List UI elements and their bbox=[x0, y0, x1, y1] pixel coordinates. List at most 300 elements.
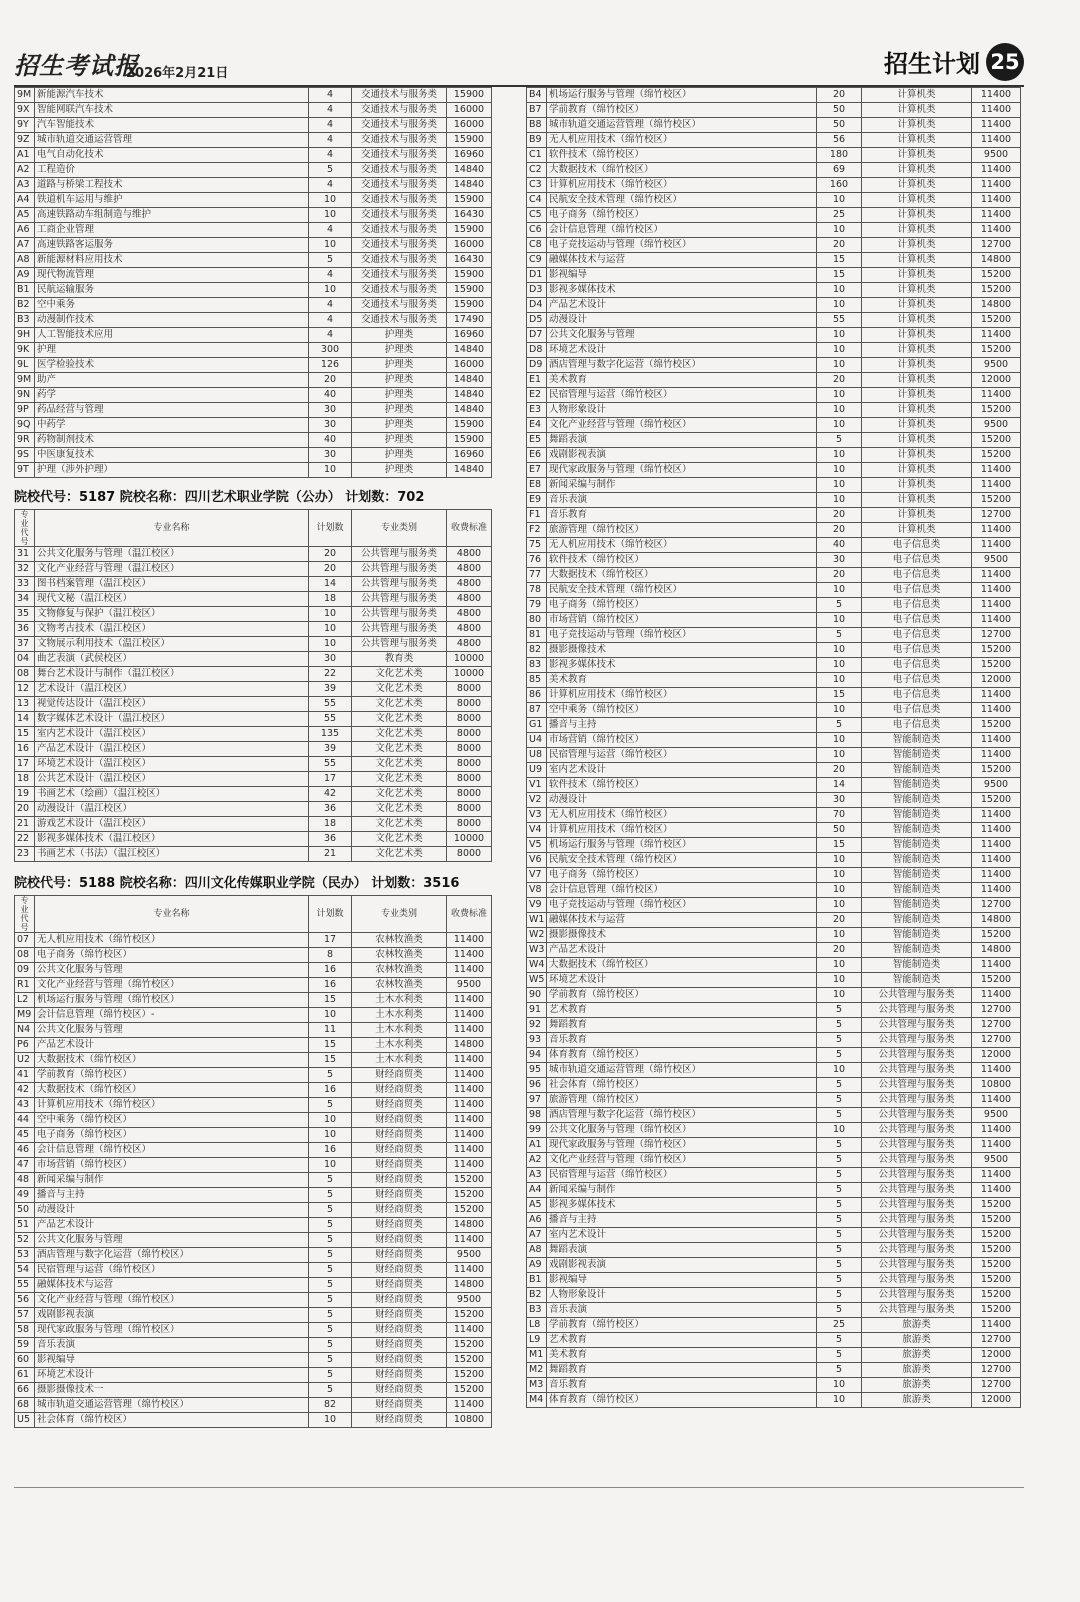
tuition-fee: 11400 bbox=[972, 523, 1021, 538]
major-category: 公共管理与服务类 bbox=[352, 607, 447, 622]
table-row bbox=[527, 1288, 1021, 1303]
major-name: 城市轨道交通运营管理（绵竹校区） bbox=[547, 118, 817, 133]
major-category: 财经商贸类 bbox=[352, 1218, 447, 1233]
major-code: W1 bbox=[527, 913, 547, 928]
major-name: 文化产业经营与管理（绵竹校区） bbox=[547, 418, 817, 433]
plan-count: 10 bbox=[817, 928, 862, 943]
plan-count: 5 bbox=[817, 1243, 862, 1258]
plan-count: 30 bbox=[309, 448, 352, 463]
major-code: 21 bbox=[15, 817, 35, 832]
tuition-fee: 8000 bbox=[447, 682, 492, 697]
major-category: 财经商贸类 bbox=[352, 1413, 447, 1428]
major-category: 计算机类 bbox=[862, 448, 972, 463]
major-code: 19 bbox=[15, 787, 35, 802]
major-code: V5 bbox=[527, 838, 547, 853]
tuition-fee: 15200 bbox=[972, 343, 1021, 358]
tuition-fee: 15200 bbox=[972, 793, 1021, 808]
major-category: 财经商贸类 bbox=[352, 1398, 447, 1413]
plan-count: 14 bbox=[309, 577, 352, 592]
tuition-fee: 12700 bbox=[972, 1333, 1021, 1348]
table-row bbox=[527, 463, 1021, 478]
plan-count: 50 bbox=[817, 118, 862, 133]
major-code: 08 bbox=[15, 667, 35, 682]
tuition-fee: 15900 bbox=[447, 298, 492, 313]
major-name: 视觉传达设计（温江校区） bbox=[35, 697, 309, 712]
major-code: R1 bbox=[15, 978, 35, 993]
table-row bbox=[527, 118, 1021, 133]
major-name: 学前教育（绵竹校区） bbox=[547, 1318, 817, 1333]
plan-count: 4 bbox=[309, 298, 352, 313]
major-name: 电子商务（绵竹校区） bbox=[35, 948, 309, 963]
table-5188 bbox=[14, 895, 492, 1428]
tuition-fee: 11400 bbox=[972, 958, 1021, 973]
major-name: 民航安全技术管理（绵竹校区） bbox=[547, 583, 817, 598]
major-name: 现代家政服务与管理（绵竹校区） bbox=[547, 1138, 817, 1153]
tuition-fee: 14840 bbox=[447, 373, 492, 388]
table-row bbox=[15, 1098, 492, 1113]
major-name: 电气自动化技术 bbox=[35, 148, 309, 163]
major-code: 82 bbox=[527, 643, 547, 658]
major-category: 公共管理与服务类 bbox=[862, 1303, 972, 1318]
major-name: 市场营销（绵竹校区） bbox=[35, 1158, 309, 1173]
major-code: F1 bbox=[527, 508, 547, 523]
major-category: 财经商贸类 bbox=[352, 1368, 447, 1383]
tuition-fee: 9500 bbox=[972, 148, 1021, 163]
table-row bbox=[527, 928, 1021, 943]
major-name: 融媒体技术与运营 bbox=[547, 253, 817, 268]
major-code: A1 bbox=[15, 148, 35, 163]
major-code: 91 bbox=[527, 1003, 547, 1018]
plan-count: 20 bbox=[309, 562, 352, 577]
plan-count: 5 bbox=[817, 1168, 862, 1183]
major-category: 财经商贸类 bbox=[352, 1248, 447, 1263]
plan-count: 10 bbox=[817, 1123, 862, 1138]
tuition-fee: 8000 bbox=[447, 697, 492, 712]
tuition-fee: 4800 bbox=[447, 547, 492, 562]
major-name: 艺术教育 bbox=[547, 1003, 817, 1018]
major-code: V8 bbox=[527, 883, 547, 898]
major-category: 财经商贸类 bbox=[352, 1098, 447, 1113]
tuition-fee: 11400 bbox=[972, 538, 1021, 553]
major-category: 护理类 bbox=[352, 388, 447, 403]
major-category: 智能制造类 bbox=[862, 838, 972, 853]
table-row bbox=[15, 418, 492, 433]
major-category: 土木水利类 bbox=[352, 1053, 447, 1068]
major-category: 交通技术与服务类 bbox=[352, 163, 447, 178]
major-code: 22 bbox=[15, 832, 35, 847]
major-code: B2 bbox=[15, 298, 35, 313]
plan-count: 10 bbox=[817, 853, 862, 868]
tuition-fee: 11400 bbox=[447, 1068, 492, 1083]
tuition-fee: 14800 bbox=[447, 1218, 492, 1233]
plan-count: 135 bbox=[309, 727, 352, 742]
major-category: 智能制造类 bbox=[862, 958, 972, 973]
plan-count: 10 bbox=[817, 343, 862, 358]
major-code: 99 bbox=[527, 1123, 547, 1138]
major-code: D5 bbox=[527, 313, 547, 328]
major-code: 20 bbox=[15, 802, 35, 817]
tuition-fee: 15200 bbox=[447, 1338, 492, 1353]
tuition-fee: 15200 bbox=[972, 1273, 1021, 1288]
table-row bbox=[527, 1348, 1021, 1363]
table-row bbox=[15, 1188, 492, 1203]
major-category: 旅游类 bbox=[862, 1363, 972, 1378]
major-code: 42 bbox=[15, 1083, 35, 1098]
tuition-fee: 14840 bbox=[447, 403, 492, 418]
major-code: 37 bbox=[15, 637, 35, 652]
major-category: 财经商贸类 bbox=[352, 1338, 447, 1353]
tuition-fee: 11400 bbox=[972, 463, 1021, 478]
tuition-fee: 15200 bbox=[972, 313, 1021, 328]
plan-count: 5 bbox=[817, 1303, 862, 1318]
major-code: 57 bbox=[15, 1308, 35, 1323]
table-row bbox=[527, 1213, 1021, 1228]
major-name: 电子竞技运动与管理（绵竹校区） bbox=[547, 898, 817, 913]
plan-count: 20 bbox=[817, 568, 862, 583]
table-row bbox=[15, 133, 492, 148]
major-code: A8 bbox=[15, 253, 35, 268]
major-code: A4 bbox=[527, 1183, 547, 1198]
major-name: 体育教育（绵竹校区） bbox=[547, 1393, 817, 1408]
table-row bbox=[527, 1093, 1021, 1108]
major-code: 56 bbox=[15, 1293, 35, 1308]
major-code: 44 bbox=[15, 1113, 35, 1128]
major-code: 58 bbox=[15, 1323, 35, 1338]
major-category: 公共管理与服务类 bbox=[862, 1183, 972, 1198]
major-category: 智能制造类 bbox=[862, 913, 972, 928]
major-code: E3 bbox=[527, 403, 547, 418]
major-code: 61 bbox=[15, 1368, 35, 1383]
major-code: A3 bbox=[527, 1168, 547, 1183]
major-category: 计算机类 bbox=[862, 463, 972, 478]
plan-count: 15 bbox=[309, 1038, 352, 1053]
tuition-fee: 11400 bbox=[972, 133, 1021, 148]
tuition-fee: 10000 bbox=[447, 832, 492, 847]
major-code: D9 bbox=[527, 358, 547, 373]
plan-count: 36 bbox=[309, 832, 352, 847]
tuition-fee: 4800 bbox=[447, 577, 492, 592]
major-code: M1 bbox=[527, 1348, 547, 1363]
plan-count: 15 bbox=[817, 838, 862, 853]
major-category: 公共管理与服务类 bbox=[352, 622, 447, 637]
table-row bbox=[527, 373, 1021, 388]
column-header: 收费标准 bbox=[447, 896, 492, 933]
footer-rule bbox=[14, 1487, 1024, 1488]
tuition-fee: 14840 bbox=[447, 463, 492, 478]
major-name: 环境艺术设计 bbox=[547, 973, 817, 988]
plan-count: 5 bbox=[309, 1308, 352, 1323]
plan-count: 10 bbox=[817, 418, 862, 433]
major-category: 财经商贸类 bbox=[352, 1143, 447, 1158]
table-row bbox=[527, 853, 1021, 868]
major-name: 数字媒体艺术设计（温江校区） bbox=[35, 712, 309, 727]
tuition-fee: 11400 bbox=[972, 388, 1021, 403]
major-code: A5 bbox=[527, 1198, 547, 1213]
major-name: 摄影摄像技术一 bbox=[35, 1383, 309, 1398]
plan-count: 300 bbox=[309, 343, 352, 358]
plan-count: 5 bbox=[817, 1348, 862, 1363]
table-row bbox=[527, 898, 1021, 913]
table-row bbox=[15, 1128, 492, 1143]
plan-count: 5 bbox=[817, 433, 862, 448]
major-name: 空中乘务 bbox=[35, 298, 309, 313]
table-row bbox=[15, 1353, 492, 1368]
major-category: 公共管理与服务类 bbox=[862, 1198, 972, 1213]
major-code: 76 bbox=[527, 553, 547, 568]
major-code: 9H bbox=[15, 328, 35, 343]
plan-count: 10 bbox=[309, 1413, 352, 1428]
plan-count: 5 bbox=[817, 1228, 862, 1243]
tuition-fee: 14800 bbox=[972, 253, 1021, 268]
major-code: 34 bbox=[15, 592, 35, 607]
major-name: 新能源材料应用技术 bbox=[35, 253, 309, 268]
table-row bbox=[15, 253, 492, 268]
plan-count: 30 bbox=[309, 403, 352, 418]
tuition-fee: 8000 bbox=[447, 727, 492, 742]
major-category: 财经商贸类 bbox=[352, 1233, 447, 1248]
tuition-fee: 11400 bbox=[972, 808, 1021, 823]
table-row bbox=[15, 1263, 492, 1278]
major-name: 学前教育（绵竹校区） bbox=[547, 103, 817, 118]
major-name: 无人机应用技术（绵竹校区） bbox=[547, 538, 817, 553]
table-row bbox=[527, 193, 1021, 208]
major-name: 药学 bbox=[35, 388, 309, 403]
table-row bbox=[527, 1243, 1021, 1258]
tuition-fee: 8000 bbox=[447, 802, 492, 817]
plan-count: 10 bbox=[309, 622, 352, 637]
plan-count: 5 bbox=[817, 1108, 862, 1123]
table-row bbox=[527, 178, 1021, 193]
table-row bbox=[527, 493, 1021, 508]
tuition-fee: 15200 bbox=[972, 493, 1021, 508]
major-name: 动漫设计 bbox=[35, 1203, 309, 1218]
major-category: 智能制造类 bbox=[862, 943, 972, 958]
major-name: 游戏艺术设计（温江校区） bbox=[35, 817, 309, 832]
table-row bbox=[527, 403, 1021, 418]
plan-count: 10 bbox=[817, 703, 862, 718]
major-code: V9 bbox=[527, 898, 547, 913]
major-name: 戏剧影视表演 bbox=[35, 1308, 309, 1323]
tuition-fee: 10000 bbox=[447, 667, 492, 682]
major-code: M2 bbox=[527, 1363, 547, 1378]
plan-count: 56 bbox=[817, 133, 862, 148]
major-category: 计算机类 bbox=[862, 433, 972, 448]
major-code: 98 bbox=[527, 1108, 547, 1123]
table-row bbox=[527, 1318, 1021, 1333]
plan-count: 4 bbox=[309, 103, 352, 118]
column-header: 收费标准 bbox=[447, 510, 492, 547]
major-name: 书画艺术（书法）（温江校区） bbox=[35, 847, 309, 862]
tuition-fee: 11400 bbox=[972, 1183, 1021, 1198]
major-code: C6 bbox=[527, 223, 547, 238]
table-row bbox=[15, 118, 492, 133]
major-name: 现代家政服务与管理（绵竹校区） bbox=[35, 1323, 309, 1338]
tuition-fee: 14840 bbox=[447, 163, 492, 178]
tuition-fee: 8000 bbox=[447, 817, 492, 832]
plan-count: 5 bbox=[309, 1068, 352, 1083]
tuition-fee: 14840 bbox=[447, 343, 492, 358]
major-category: 土木水利类 bbox=[352, 1008, 447, 1023]
plan-count: 5 bbox=[817, 598, 862, 613]
table-row bbox=[15, 607, 492, 622]
major-name: 艺术教育 bbox=[547, 1333, 817, 1348]
major-category: 交通技术与服务类 bbox=[352, 88, 447, 103]
table-row bbox=[15, 88, 492, 103]
major-code: M9 bbox=[15, 1008, 35, 1023]
column-header: 计划数 bbox=[309, 896, 352, 933]
major-category: 文化艺术类 bbox=[352, 832, 447, 847]
plan-count: 40 bbox=[309, 433, 352, 448]
major-name: 文物展示利用技术（温江校区） bbox=[35, 637, 309, 652]
tuition-fee: 16960 bbox=[447, 448, 492, 463]
tuition-fee: 14800 bbox=[972, 298, 1021, 313]
tuition-fee: 15200 bbox=[972, 973, 1021, 988]
major-category: 农林牧渔类 bbox=[352, 963, 447, 978]
plan-count: 10 bbox=[817, 958, 862, 973]
major-category: 交通技术与服务类 bbox=[352, 253, 447, 268]
major-code: 47 bbox=[15, 1158, 35, 1173]
table-row bbox=[15, 358, 492, 373]
major-code: A6 bbox=[527, 1213, 547, 1228]
major-category: 财经商贸类 bbox=[352, 1128, 447, 1143]
plan-count: 10 bbox=[817, 448, 862, 463]
table-row bbox=[527, 883, 1021, 898]
major-code: V2 bbox=[527, 793, 547, 808]
major-code: P6 bbox=[15, 1038, 35, 1053]
plan-count: 5 bbox=[309, 253, 352, 268]
tuition-fee: 12700 bbox=[972, 628, 1021, 643]
tuition-fee: 12700 bbox=[972, 1378, 1021, 1393]
tuition-fee: 15200 bbox=[972, 1243, 1021, 1258]
major-code: B9 bbox=[527, 133, 547, 148]
major-name: 文化产业经营与管理（绵竹校区） bbox=[547, 1153, 817, 1168]
plan-count: 5 bbox=[817, 1138, 862, 1153]
major-category: 交通技术与服务类 bbox=[352, 298, 447, 313]
major-category: 交通技术与服务类 bbox=[352, 133, 447, 148]
major-category: 旅游类 bbox=[862, 1333, 972, 1348]
major-name: 公共文化服务与管理 bbox=[35, 1233, 309, 1248]
major-category: 公共管理与服务类 bbox=[862, 1123, 972, 1138]
major-name: 文化产业经营与管理（绵竹校区） bbox=[35, 978, 309, 993]
major-name: 大数据技术（绵竹校区） bbox=[547, 163, 817, 178]
major-category: 电子信息类 bbox=[862, 673, 972, 688]
major-category: 公共管理与服务类 bbox=[352, 592, 447, 607]
plan-count: 15 bbox=[817, 268, 862, 283]
tuition-fee: 11400 bbox=[972, 88, 1021, 103]
major-code: 68 bbox=[15, 1398, 35, 1413]
tuition-fee: 11400 bbox=[447, 1143, 492, 1158]
tuition-fee: 12700 bbox=[972, 898, 1021, 913]
plan-count: 20 bbox=[817, 943, 862, 958]
major-name: 影视多媒体技术 bbox=[547, 283, 817, 298]
plan-count: 25 bbox=[817, 1318, 862, 1333]
major-category: 公共管理与服务类 bbox=[862, 1093, 972, 1108]
major-name: 新闻采编与制作 bbox=[35, 1173, 309, 1188]
plan-count: 5 bbox=[817, 1003, 862, 1018]
major-name: 舞蹈表演 bbox=[547, 1243, 817, 1258]
table-row bbox=[527, 583, 1021, 598]
plan-count: 10 bbox=[817, 463, 862, 478]
plan-count: 5 bbox=[817, 1018, 862, 1033]
table-row bbox=[15, 667, 492, 682]
major-category: 公共管理与服务类 bbox=[862, 1018, 972, 1033]
major-category: 财经商贸类 bbox=[352, 1278, 447, 1293]
major-name: 产品艺术设计 bbox=[35, 1038, 309, 1053]
plan-count: 20 bbox=[817, 508, 862, 523]
major-name: 环境艺术设计 bbox=[547, 343, 817, 358]
major-category: 电子信息类 bbox=[862, 703, 972, 718]
plan-count: 10 bbox=[309, 208, 352, 223]
plan-count: 82 bbox=[309, 1398, 352, 1413]
plan-count: 20 bbox=[817, 523, 862, 538]
tuition-fee: 11400 bbox=[447, 1323, 492, 1338]
tuition-fee: 15900 bbox=[447, 283, 492, 298]
table-row bbox=[15, 328, 492, 343]
major-code: A8 bbox=[527, 1243, 547, 1258]
major-category: 财经商贸类 bbox=[352, 1068, 447, 1083]
table-row bbox=[15, 1308, 492, 1323]
major-code: V6 bbox=[527, 853, 547, 868]
major-name: 药物制剂技术 bbox=[35, 433, 309, 448]
table-row bbox=[15, 712, 492, 727]
major-category: 旅游类 bbox=[862, 1348, 972, 1363]
major-code: 55 bbox=[15, 1278, 35, 1293]
major-code: A7 bbox=[15, 238, 35, 253]
table-row bbox=[527, 1198, 1021, 1213]
major-code: U5 bbox=[15, 1413, 35, 1428]
major-code: E7 bbox=[527, 463, 547, 478]
table-row bbox=[15, 1038, 492, 1053]
tuition-fee: 15200 bbox=[972, 643, 1021, 658]
tuition-fee: 15200 bbox=[972, 763, 1021, 778]
table-row bbox=[15, 433, 492, 448]
major-code: U9 bbox=[527, 763, 547, 778]
major-code: 78 bbox=[527, 583, 547, 598]
column-header: 计划数 bbox=[309, 510, 352, 547]
plan-count: 126 bbox=[309, 358, 352, 373]
table-row bbox=[15, 963, 492, 978]
major-name: 融媒体技术与运营 bbox=[547, 913, 817, 928]
major-name: 文物修复与保护（温江校区） bbox=[35, 607, 309, 622]
tuition-fee: 11400 bbox=[447, 1158, 492, 1173]
major-category: 护理类 bbox=[352, 463, 447, 478]
table-row bbox=[527, 448, 1021, 463]
tuition-fee: 12700 bbox=[972, 508, 1021, 523]
major-category: 计算机类 bbox=[862, 133, 972, 148]
tuition-fee: 11400 bbox=[972, 613, 1021, 628]
major-name: 新能源汽车技术 bbox=[35, 88, 309, 103]
major-code: 9S bbox=[15, 448, 35, 463]
major-category: 电子信息类 bbox=[862, 538, 972, 553]
major-name: 曲艺表演（武侯校区） bbox=[35, 652, 309, 667]
plan-count: 5 bbox=[817, 1288, 862, 1303]
major-category: 计算机类 bbox=[862, 193, 972, 208]
major-name: 机场运行服务与管理（绵竹校区） bbox=[547, 88, 817, 103]
major-code: W5 bbox=[527, 973, 547, 988]
major-category: 公共管理与服务类 bbox=[352, 547, 447, 562]
major-code: 14 bbox=[15, 712, 35, 727]
table-row bbox=[527, 1258, 1021, 1273]
tuition-fee: 15200 bbox=[972, 433, 1021, 448]
plan-count: 20 bbox=[817, 373, 862, 388]
major-name: 影视多媒体技术（温江校区） bbox=[35, 832, 309, 847]
tuition-fee: 11400 bbox=[972, 598, 1021, 613]
table-row bbox=[527, 88, 1021, 103]
plan-count: 5 bbox=[309, 1323, 352, 1338]
tuition-fee: 11400 bbox=[972, 193, 1021, 208]
major-code: 09 bbox=[15, 963, 35, 978]
table-row bbox=[527, 748, 1021, 763]
